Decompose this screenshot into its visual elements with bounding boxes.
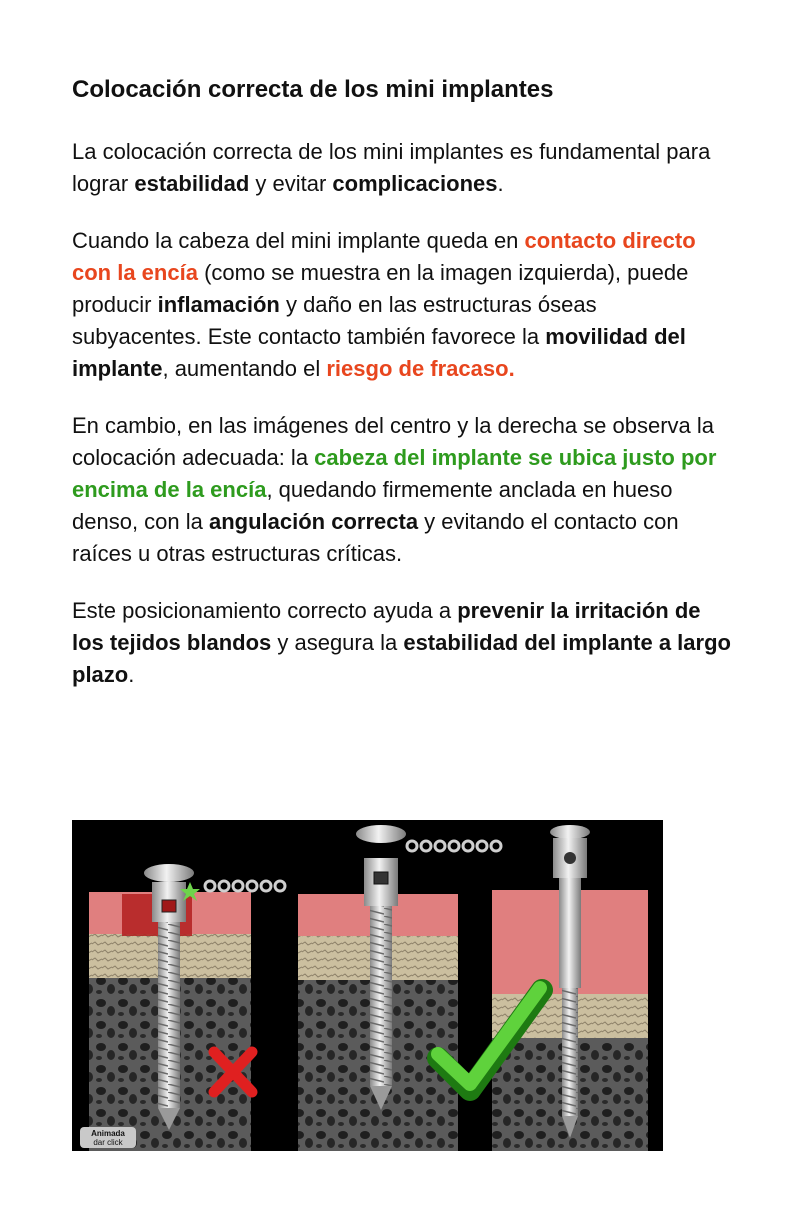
p4-text-b: y asegura la — [271, 630, 404, 655]
page-title: Colocación correcta de los mini implantes — [72, 76, 554, 103]
p2-bold-movilidad: movilidad del implante — [72, 324, 686, 381]
panel-incorrect — [89, 864, 285, 1151]
p4-bold-prevenir: prevenir la irritación de los tejidos blandos — [72, 598, 701, 655]
paragraph-1 — [72, 136, 732, 200]
panel-correct-right — [438, 825, 648, 1151]
p1-text-d: . — [497, 171, 504, 196]
p2-text-a: Cuando la cabeza del mini implante queda en — [72, 228, 525, 253]
panel-correct-center — [298, 825, 501, 1151]
p4-text-c: . — [128, 662, 135, 687]
paragraph-2 — [72, 225, 732, 385]
p1-bold-complicaciones: complicaciones — [332, 171, 498, 196]
p3-green-cabeza: cabeza del implante se ubica justo por encima de la encía — [72, 445, 717, 502]
badge-line-2: dar click — [93, 1138, 123, 1147]
p3-text-a: En cambio, en las imágenes del centro y la derecha se observa la colocación adecuada: la — [72, 413, 715, 470]
p2-red-contacto: contacto directo con la encía — [72, 228, 696, 285]
document-body — [72, 74, 732, 716]
p3-text-c: y evitando el contacto con raíces u otras estructuras críticas. — [72, 509, 679, 566]
paragraph-4 — [72, 595, 732, 691]
paragraph-3 — [72, 410, 732, 570]
p1-text-a: La colocación correcta de los mini implantes es fundamental para lograr — [72, 139, 711, 196]
p3-bold-angulacion: angulación correcta — [208, 509, 419, 534]
p4-bold-estabilidad: estabilidad del implante a largo plazo — [72, 630, 731, 687]
p3-text-b: , quedando firmemente anclada en hueso denso, con la — [72, 477, 673, 534]
p4-text-a: Este posicionamiento correcto ayuda a — [72, 598, 458, 623]
p2-text-d: , aumentando el — [162, 356, 327, 381]
p2-red-riesgo: riesgo de fracaso. — [326, 356, 515, 381]
p1-bold-estabilidad: estabilidad — [134, 171, 250, 196]
p1-text-c: y evitar — [249, 171, 333, 196]
p2-text-c: y daño en las estructuras óseas subyacentes. Este contacto también favorece la — [72, 292, 597, 349]
p2-bold-inflamacion: inflamación — [157, 292, 280, 317]
animated-badge[interactable] — [80, 1127, 136, 1148]
badge-line-1: Animada — [91, 1129, 125, 1138]
implant-placement-illustration — [72, 820, 663, 1151]
p2-text-b: (como se muestra en la imagen izquierda), puede producir — [72, 260, 689, 317]
